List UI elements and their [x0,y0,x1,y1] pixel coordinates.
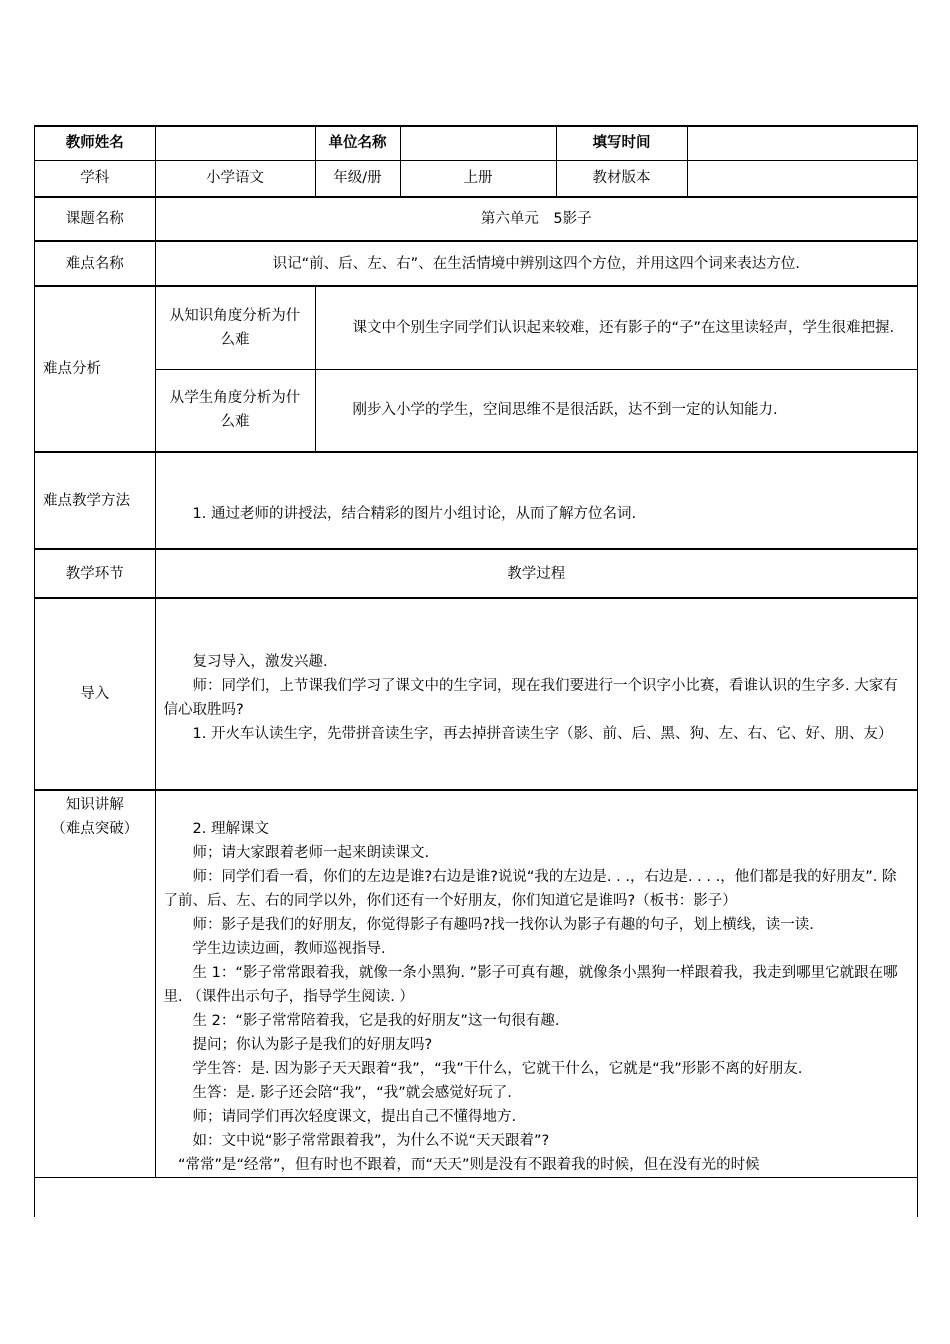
method-text: 1. 通过老师的讲授法，结合精彩的图片小组讨论，从而了解方位名词. [192,505,637,522]
teacher-name-label: 教师姓名 [35,127,155,160]
knowledge-angle-text: 课文中个别生字同学们认识起来较难，还有影子的“子”在这里读轻声，学生很难把握. [352,319,895,336]
grade-label: 年级/册 [315,160,400,197]
intro-paragraph-1: 复习导入，激发兴趣. [192,654,328,670]
intro-label: 导入 [35,598,155,790]
knowledge-paragraph-2: 师；请大家跟着老师一起来朗读课文. [192,845,430,861]
subject-value: 小学语文 [155,160,315,197]
difficulty-label: 难点名称 [35,241,155,286]
knowledge-paragraph-7: 生 2：“影子常常陪着我，它是我的好朋友”这一句很有趣. [192,1013,560,1029]
intro-paragraph-2: 师：同学们，上节课我们学习了课文中的生字词，现在我们要进行一个识字小比赛，看谁认识的生字多. 大家有信心取胜吗? [163,678,898,718]
teacher-name-value[interactable] [155,127,315,160]
knowledge-paragraph-8: 提问；你认为影子是我们的好朋友吗? [192,1037,433,1053]
difficulty-row [35,241,917,286]
knowledge-paragraph-12: 如：文中说“影子常常跟着我”，为什么不说“天天跟着”? [192,1133,550,1149]
unit-name-label: 单位名称 [315,127,400,160]
lesson-plan-table [35,127,917,1178]
knowledge-paragraph-10: 生答：是. 影子还会陪“我”，“我”就会感觉好玩了. [192,1085,512,1101]
method-row [35,452,917,549]
edition-value[interactable] [687,160,917,197]
lesson-plan-document [34,125,918,1217]
topic-value: 第六单元 5影子 [155,197,917,241]
knowledge-paragraph-1: 2. 理解课文 [192,821,269,837]
student-angle-value [315,369,917,452]
knowledge-paragraph-5: 学生边读边画，教师巡视指导. [192,941,386,957]
method-label: 难点教学方法 [35,452,155,549]
fill-time-label: 填写时间 [556,127,687,160]
intro-row [35,598,917,790]
intro-content [155,598,917,790]
subject-label: 学科 [35,160,155,197]
knowledge-angle-value [315,286,917,369]
student-angle-label: 从学生角度分析为什么难 [155,369,315,452]
analysis-knowledge-row [35,286,917,369]
knowledge-label-line2: （难点突破） [51,821,139,837]
process-header: 教学过程 [155,549,917,598]
info-row [35,160,917,197]
header-row [35,127,917,160]
grade-value: 上册 [400,160,556,197]
knowledge-row [35,790,917,1178]
knowledge-paragraph-13: “常常”是“经常”，但有时也不跟着，而“天天”则是没有不跟着我的时候，但在没有光的时候 [178,1157,760,1173]
topic-label: 课题名称 [35,197,155,241]
topic-row [35,197,917,241]
intro-paragraph-3: 1. 开火车认读生字，先带拼音读生字，再去掉拼音读生字（影、前、后、黑、狗、左、右、它、好、朋、友） [192,726,893,742]
knowledge-content [155,790,917,1178]
knowledge-paragraph-11: 师；请同学们再次轻度课文，提出自己不懂得地方. [192,1109,517,1125]
method-value [155,452,917,549]
knowledge-label-line1: 知识讲解 [65,797,124,813]
unit-name-value[interactable] [400,127,556,160]
knowledge-paragraph-3: 师：同学们看一看，你们的左边是谁?右边是谁?说说“我的左边是. . .，右边是. . . .，他们都是我的好朋友”. 除了前、后、左、右的同学以外，你们还有一个好朋友，你们知道它是谁吗?（板书：影子） [163,869,897,909]
process-header-row [35,549,917,598]
analysis-label: 难点分析 [35,286,155,452]
difficulty-value: 识记“前、后、左、右”、在生活情境中辨别这四个方位，并用这四个词来表达方位. [155,241,917,286]
knowledge-angle-label: 从知识角度分析为什么难 [155,286,315,369]
fill-time-value[interactable] [687,127,917,160]
student-angle-text: 刚步入小学的学生，空间思维不是很活跃，达不到一定的认知能力. [352,402,778,419]
analysis-student-row [35,369,917,452]
stage-header: 教学环节 [35,549,155,598]
knowledge-paragraph-6: 生 1：“影子常常跟着我，就像一条小黑狗. ”影子可真有趣，就像条小黑狗一样跟着我，我走到哪里它就跟在哪里. （课件出示句子，指导学生阅读. ） [163,965,898,1005]
knowledge-paragraph-9: 学生答：是. 因为影子天天跟着“我”，“我”干什么，它就干什么，它就是“我”形影不离的好朋友. [192,1061,803,1077]
edition-label: 教材版本 [556,160,687,197]
knowledge-label [35,790,155,1178]
knowledge-paragraph-4: 师：影子是我们的好朋友，你觉得影子有趣吗?找一找你认为影子有趣的句子，划上横线，读一读. [192,917,814,933]
